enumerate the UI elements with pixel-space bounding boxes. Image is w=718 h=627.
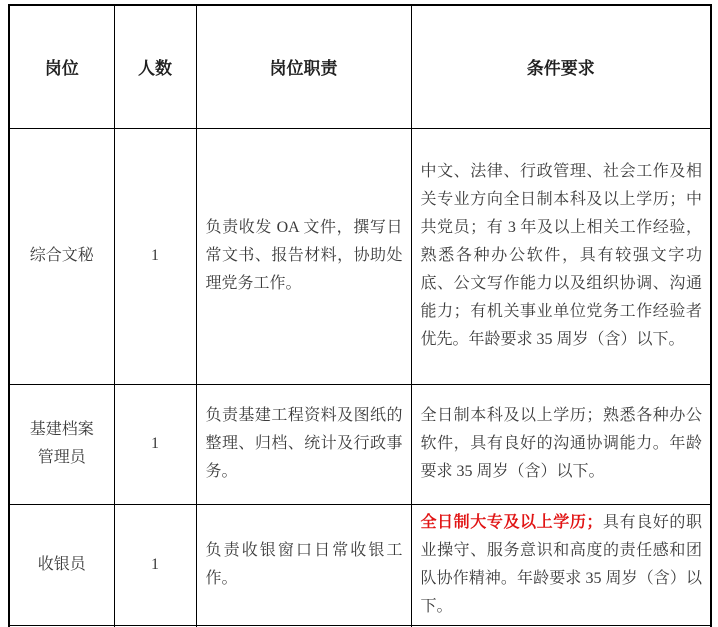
table-row bbox=[9, 504, 711, 625]
table-row bbox=[9, 128, 711, 384]
requirement-highlight-text: 全日制大专及以上学历； bbox=[420, 513, 603, 531]
header-cell-count: 人数 bbox=[114, 5, 196, 128]
duties-cell: 负责收银窗口日常收银工作。 bbox=[196, 504, 411, 625]
job-table bbox=[8, 4, 712, 627]
table-row bbox=[9, 384, 711, 504]
table-header bbox=[9, 5, 711, 128]
position-cell: 基建档案 管理员 bbox=[9, 384, 114, 504]
count-cell: 1 bbox=[114, 128, 196, 384]
position-cell: 收银员 bbox=[9, 504, 114, 625]
header-cell-duties: 岗位职责 bbox=[196, 5, 411, 128]
table-body bbox=[9, 128, 711, 625]
requirement-text: 具有良好的职业操守、服务意识和高度的责任感和团队协作精神。年龄要求 35 周岁（含）以下。 bbox=[420, 513, 702, 615]
requirements-cell bbox=[411, 384, 711, 504]
requirement-text: 全日制本科及以上学历；熟悉各种办公软件，具有良好的沟通协调能力。年龄要求 35 周岁（含）以下。 bbox=[420, 407, 702, 480]
requirement-text: 中文、法律、行政管理、社会工作及相关专业方向全日制本科及以上学历；中共党员；有 3 年及以上相关工作经验，熟悉各种办公软件，具有较强文字功底、公文写作能力以及组织协调、沟通能力；有机关事业单位党务工作经验者优先。年龄要求 35 周岁（含）以下。 bbox=[420, 163, 702, 348]
duties-cell: 负责收发 OA 文件，撰写日常文书、报告材料，协助处理党务工作。 bbox=[196, 128, 411, 384]
count-cell: 1 bbox=[114, 384, 196, 504]
header-row bbox=[9, 5, 711, 128]
duties-cell: 负责基建工程资料及图纸的整理、归档、统计及行政事务。 bbox=[196, 384, 411, 504]
requirements-cell bbox=[411, 128, 711, 384]
header-cell-requirements: 条件要求 bbox=[411, 5, 711, 128]
requirements-cell bbox=[411, 504, 711, 625]
position-cell: 综合文秘 bbox=[9, 128, 114, 384]
header-cell-position: 岗位 bbox=[9, 5, 114, 128]
count-cell: 1 bbox=[114, 504, 196, 625]
